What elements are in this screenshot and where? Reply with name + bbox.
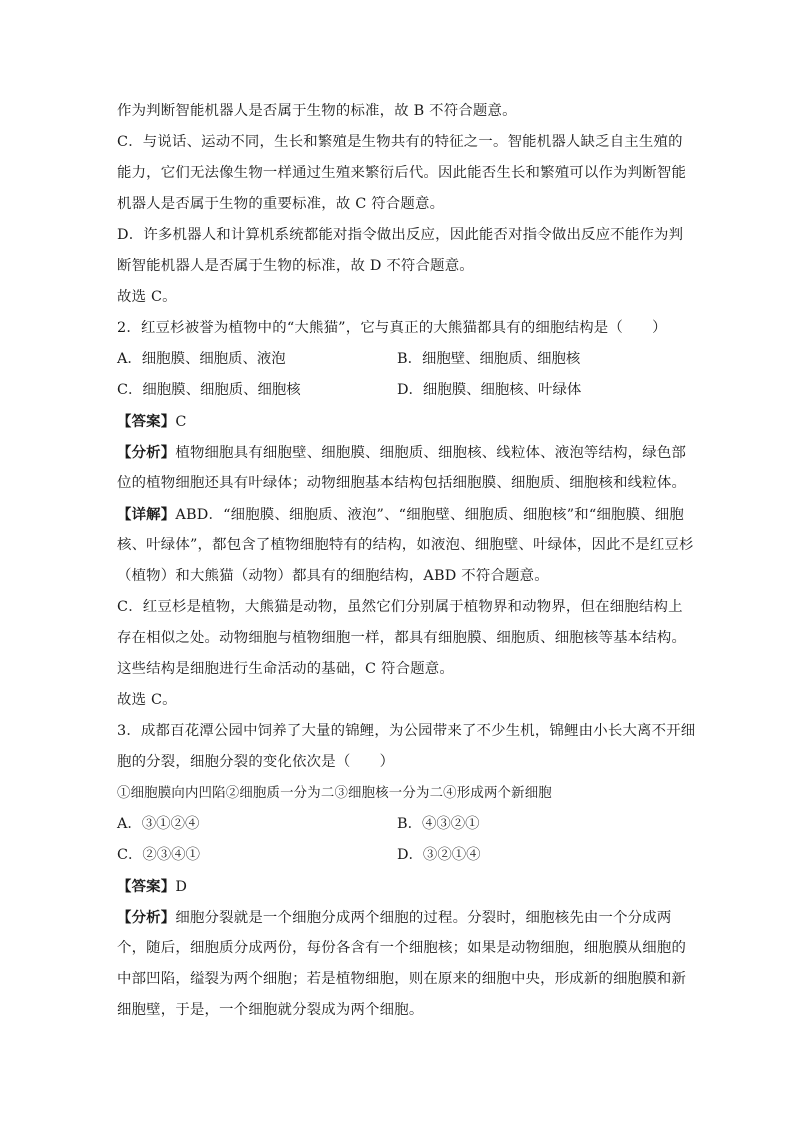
conclusion-line: 故选 C。 (117, 692, 177, 708)
option-d: D．③②①④ (397, 847, 481, 863)
text-line: 机器人是否属于生物的重要标准，故 C 符合题意。 (117, 196, 445, 212)
analysis-tag: 【分析】 (117, 909, 176, 926)
analysis-tag: 【分析】 (117, 444, 176, 461)
text-line: 胞的分裂，细胞分裂的变化依次是（ ） (117, 754, 395, 770)
text-line: 个，随后，细胞质分成两份，每份各含有一个细胞核；如果是动物细胞，细胞膜从细胞的 (117, 940, 687, 956)
text-line: 存在相似之处。动物细胞与植物细胞一样，都具有细胞膜、细胞质、细胞核等基本结构。 (117, 630, 687, 646)
text-line: 中部凹陷，缢裂为两个细胞；若是植物细胞，则在原来的细胞中央，形成新的细胞膜和新 (117, 971, 687, 987)
answer-line (117, 406, 677, 437)
text-line: （植物）和大熊猫（动物）都具有的细胞结构，ABD 不符合题意。 (117, 568, 549, 584)
question-3-steps: ①细胞膜向内凹陷②细胞质一分为二③细胞核一分为二④形成两个新细胞 (117, 786, 552, 801)
text-line: D．许多机器人和计算机系统都能对指令做出反应，因此能否对指令做出反应不能作为判 (117, 227, 684, 243)
text-line: 位的植物细胞还具有叶绿体；动物细胞基本结构包括细胞膜、细胞质、细胞核和线粒体。 (117, 475, 687, 491)
question-2-options-row-2 (117, 375, 677, 406)
answer-line (117, 871, 677, 902)
option-c: C．细胞膜、细胞质、细胞核 (117, 382, 301, 398)
analysis-text: 细胞分裂就是一个细胞分成两个细胞的过程。分裂时，细胞核先由一个分成两 (175, 910, 672, 926)
option-b: B．④③②① (397, 816, 480, 832)
option-a: A．细胞膜、细胞质、液泡 (117, 351, 286, 367)
text-line: C．红豆杉是植物，大熊猫是动物，虽然它们分别属于植物界和动物界，但在细胞结构上 (117, 599, 683, 615)
question-3-options-row-1 (117, 809, 677, 840)
text-line: 断智能机器人是否属于生物的标准，故 D 不符合题意。 (117, 258, 474, 274)
option-d: D．细胞膜、细胞核、叶绿体 (397, 382, 582, 398)
answer-tag: 【答案】 (117, 878, 176, 895)
question-3-options-row-2 (117, 840, 677, 871)
text-line: 能力，它们无法像生物一样通过生殖来繁衍后代。因此能否生长和繁殖可以作为判断智能 (117, 165, 687, 181)
analysis-text: 植物细胞具有细胞壁、细胞膜、细胞质、细胞核、线粒体、液泡等结构，绿色部 (175, 445, 687, 461)
answer-tag: 【答案】 (117, 413, 176, 430)
question-2-options-row-1 (117, 344, 677, 375)
text-line: 核、叶绿体”，都包含了植物细胞特有的结构，如液泡、细胞壁、叶绿体，因此不是红豆杉 (117, 537, 694, 553)
text-line: 这些结构是细胞进行生命活动的基础，C 符合题意。 (117, 661, 454, 677)
answer-value: D (175, 879, 188, 895)
detail-text: ABD．“细胞膜、细胞质、液泡”、“细胞壁、细胞质、细胞核”和“细胞膜、细胞 (175, 507, 684, 523)
detail-line (117, 499, 684, 530)
detail-tag: 【详解】 (117, 506, 176, 523)
text-line: 细胞壁，于是，一个细胞就分裂成为两个细胞。 (117, 1002, 424, 1018)
analysis-line (117, 437, 687, 468)
text-line: C．与说话、运动不同，生长和繁殖是生物共有的特征之一。智能机器人缺乏自主生殖的 (117, 134, 683, 150)
analysis-line (117, 902, 677, 933)
text-line: 故选 C。 (117, 289, 177, 305)
answer-value: C (175, 414, 187, 430)
option-b: B．细胞壁、细胞质、细胞核 (397, 351, 581, 367)
document-page (117, 96, 696, 1026)
question-3-stem: 3．成都百花潭公园中饲养了大量的锦鲤，为公园带来了不少生机，锦鲤由小长大离不开细 (117, 723, 696, 739)
option-c: C．②③④① (117, 847, 200, 863)
question-2-stem: 2．红豆杉被誉为植物中的“大熊猫”，它与真正的大熊猫都具有的细胞结构是（ ） (117, 320, 667, 336)
text-line: 作为判断智能机器人是否属于生物的标准，故 B 不符合题意。 (117, 103, 517, 119)
option-a: A．③①②④ (117, 816, 200, 832)
